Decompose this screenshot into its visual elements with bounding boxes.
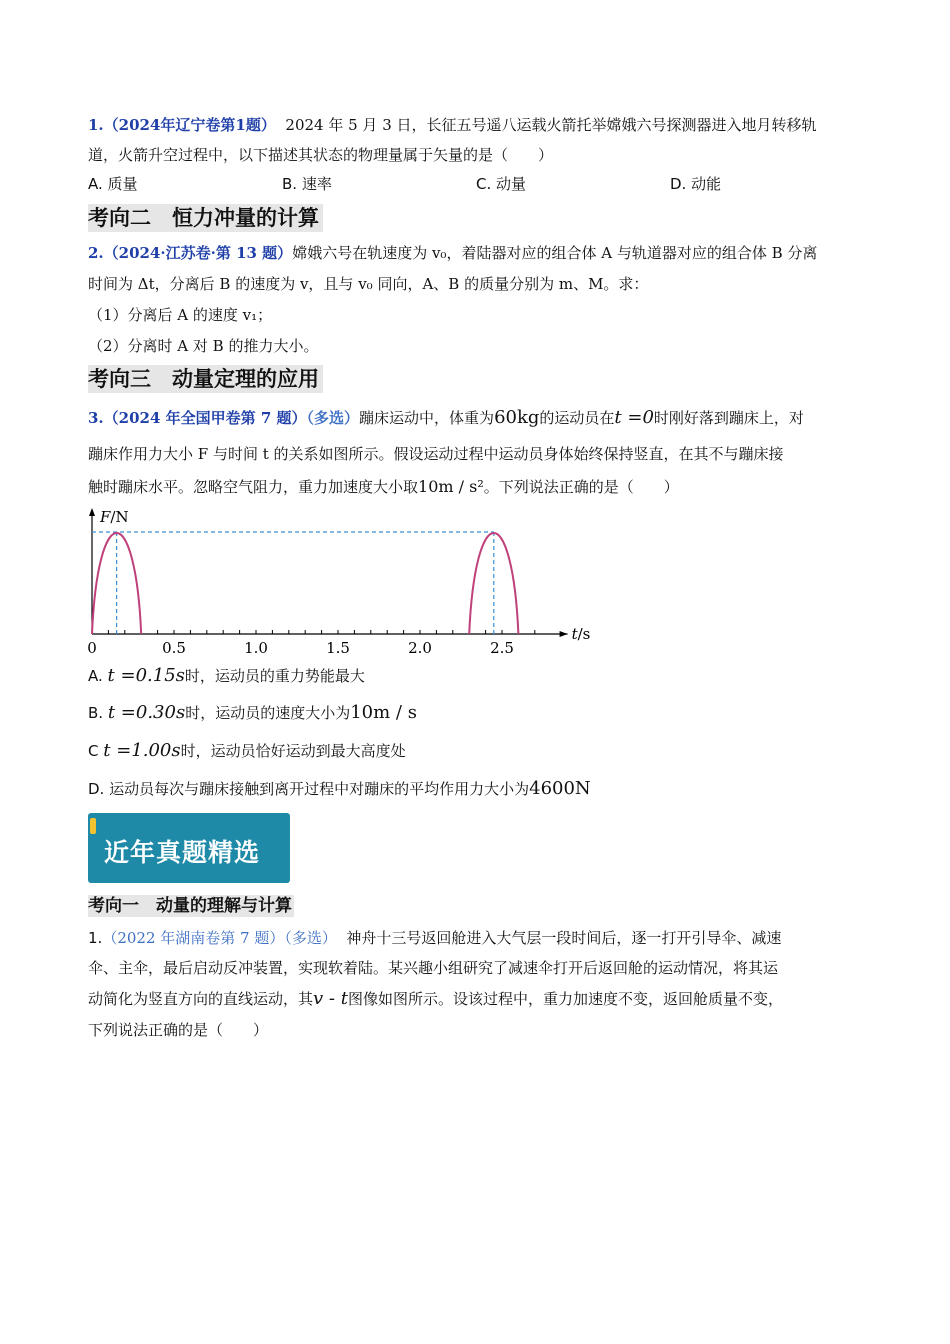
x-tick-label: 1.5 — [326, 639, 350, 657]
q3-line3 — [88, 477, 679, 497]
q3-option-c-text: 时，运动员恰好运动到最大高度处 — [180, 742, 406, 760]
q2-sub2: （2）分离时 A 对 B 的推力大小。 — [88, 337, 319, 355]
q3-text3a: 触时蹦床水平。忽略空气阻力，重力加速度大小取 — [88, 478, 419, 496]
x-tick-label: 0.5 — [162, 639, 186, 657]
q3-option-b-text: 时，运动员的速度大小为 — [185, 704, 351, 722]
q1-source: （2024年辽宁卷第1题） — [103, 116, 276, 134]
q3-option-d-text: 运动员每次与蹦床接触到离开过程中对蹦床的平均作用力大小为 — [109, 780, 530, 798]
q3-multi-tag: （多选） — [306, 409, 360, 427]
q3-source: （2024 年全国甲卷第 7 题） — [103, 409, 307, 427]
q1-text1: 2024 年 5 月 3 日，长征五号遥八运载火箭托举嫦娥六号探测器进入地月转移轨 — [285, 116, 817, 134]
section-heading-2: 考向二 恒力冲量的计算 — [88, 204, 323, 232]
banner-tab-decoration — [90, 818, 96, 834]
q4-text3a: 动简化为竖直方向的直线运动，其 — [88, 990, 314, 1008]
q3-option-c-math: t =1.00s — [103, 740, 181, 761]
q3-option-b-math2: 10m / s — [350, 702, 417, 723]
y-axis-label: F/N — [100, 508, 129, 526]
q3-option-b-math: t =0.30s — [107, 702, 186, 723]
x-tick-label: 0 — [87, 639, 97, 657]
section-heading-1: 考向一 动量的理解与计算 — [88, 896, 292, 916]
q2-text1: 嫦娥六号在轨速度为 v₀，着陆器对应的组合体 A 与轨道器对应的组合体 B 分离 — [292, 244, 818, 262]
q3-option-b — [88, 703, 417, 723]
banner-title: 近年真题精选 — [104, 838, 261, 867]
q1-option-d: D. 动能 — [670, 175, 722, 193]
q3-option-d-math2: 4600N — [529, 778, 591, 799]
force-time-chart — [80, 502, 591, 662]
q1-number: 1. — [88, 116, 104, 134]
q3-option-a-text: 时，运动员的重力势能最大 — [184, 667, 365, 685]
q4-source: （2022 年湖南卷第 7 题）（多选） — [102, 929, 337, 947]
q3-option-d — [88, 779, 591, 799]
q1-option-b: B. 速率 — [282, 175, 332, 193]
q2-text2: 时间为 Δt，分离后 B 的速度为 v，且与 v₀ 同向，A、B 的质量分别为 m、M。求： — [88, 275, 649, 293]
q3-option-c — [88, 741, 406, 761]
q4-line1 — [88, 928, 781, 948]
q3-number: 3. — [88, 409, 104, 427]
q3-option-a — [88, 666, 365, 686]
q4-text2: 伞、主伞，最后启动反冲装置，实现软着陆。某兴趣小组研究了减速伞打开后返回舱的运动情况，将其运 — [88, 959, 779, 977]
q1-option-a: A. 质量 — [88, 175, 138, 193]
q4-number: 1. — [88, 929, 103, 947]
q2-source: （2024·江苏卷·第 13 题） — [103, 244, 293, 262]
q4-vt: v - t — [313, 988, 348, 1009]
x-tick-label: 2.5 — [490, 639, 514, 657]
q3-gravity: 10m / s² — [418, 477, 484, 496]
q3-option-d-label: D. — [88, 780, 105, 798]
q3-text1a: 蹦床运动中，体重为 — [359, 409, 495, 427]
q2-number: 2. — [88, 244, 104, 262]
q3-option-b-label: B. — [88, 704, 104, 722]
q3-t0: t =0 — [614, 407, 654, 428]
x-tick-label: 1.0 — [244, 639, 268, 657]
q4-text3b: 图像如图所示。设该过程中，重力加速度不变，返回舱质量不变， — [347, 990, 783, 1008]
q4-text4: 下列说法正确的是（ ） — [88, 1021, 269, 1039]
x-tick-label: 2.0 — [408, 639, 432, 657]
q1-line1 — [88, 115, 817, 135]
q3-option-a-label: A. — [88, 667, 103, 685]
q3-mass: 60kg — [494, 407, 540, 428]
q4-line3 — [88, 989, 783, 1009]
q3-option-a-math: t =0.15s — [107, 665, 185, 686]
q2-sub1: （1）分离后 A 的速度 v₁； — [88, 306, 273, 324]
q3-text3b: 。下列说法正确的是（ ） — [483, 478, 679, 496]
q3-text2: 蹦床作用力大小 F 与时间 t 的关系如图所示。假设运动过程中运动员身体始终保持竖直，在其不与蹦床接 — [88, 445, 784, 463]
q1-option-c: C. 动量 — [476, 175, 527, 193]
q3-line1 — [88, 408, 804, 428]
q2-line1 — [88, 243, 817, 263]
q3-text1c: 时刚好落到蹦床上，对 — [653, 409, 804, 427]
section-heading-3: 考向三 动量定理的应用 — [88, 365, 323, 393]
y-axis-arrow — [89, 508, 95, 516]
q4-text1: 神舟十三号返回舱进入大气层一段时间后，逐一打开引导伞、减速 — [346, 929, 782, 947]
q3-text1b: 的运动员在 — [539, 409, 615, 427]
x-axis-arrow — [560, 631, 568, 637]
q1-text2: 道，火箭升空过程中，以下描述其状态的物理量属于矢量的是（ ） — [88, 146, 554, 164]
q3-option-c-label: C — [88, 742, 99, 760]
x-axis-label: t/s — [571, 625, 591, 643]
